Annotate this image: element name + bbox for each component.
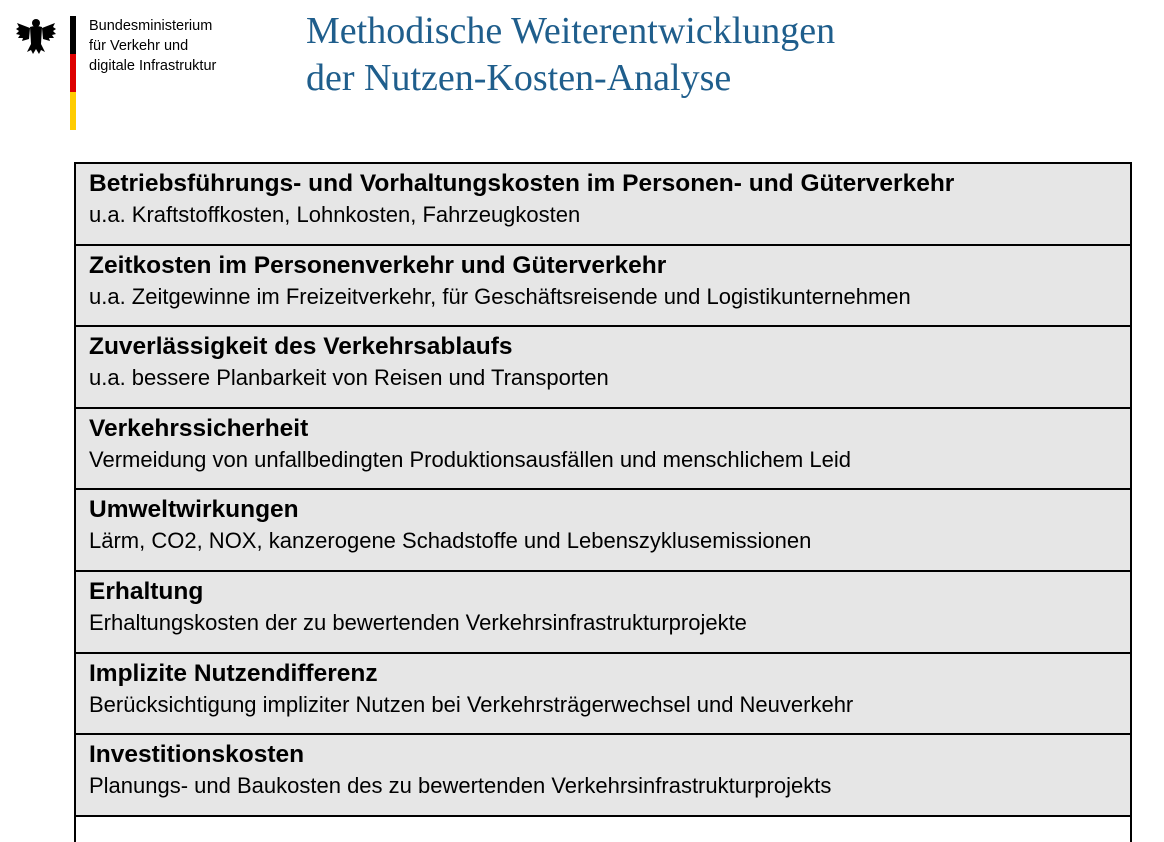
german-flag-bar xyxy=(70,16,76,130)
table-row xyxy=(76,490,1130,572)
category-title: Investitionskosten xyxy=(89,741,305,769)
title-line: Methodische Weiterentwicklungen xyxy=(306,10,836,52)
category-description: Berücksichtigung impliziter Nutzen bei Verkehrsträgerwechsel und Neuverkehr xyxy=(89,691,854,717)
table-row xyxy=(76,572,1130,654)
category-title: Erhaltung xyxy=(89,577,204,605)
category-table xyxy=(74,162,1132,842)
flag-stripe-red xyxy=(70,54,76,92)
ministry-name xyxy=(89,16,216,76)
category-description: u.a. bessere Planbarkeit von Reisen und Transporten xyxy=(89,365,609,391)
category-description: u.a. Kraftstoffkosten, Lohnkosten, Fahrzeugkosten xyxy=(89,202,581,227)
category-description: Lärm, CO2, NOX, kanzerogene Schadstoffe und Lebenszyklusemissionen xyxy=(89,528,812,554)
table-row xyxy=(76,246,1130,328)
title-line: der Nutzen-Kosten-Analyse xyxy=(306,57,732,99)
ministry-line: Bundesministerium xyxy=(89,18,213,34)
category-description: Erhaltungskosten der zu bewertenden Verkehrsinfrastrukturprojekte xyxy=(89,609,747,635)
flag-stripe-gold xyxy=(70,92,76,130)
table-row xyxy=(76,164,1130,246)
table-row xyxy=(76,409,1130,491)
category-title: Umweltwirkungen xyxy=(89,496,299,524)
table-row xyxy=(76,654,1130,736)
flag-stripe-black xyxy=(70,16,76,54)
category-description: u.a. Zeitgewinne im Freizeitverkehr, für Geschäftsreisende und Logistikunternehmen xyxy=(89,283,911,309)
ministry-line: für Verkehr und xyxy=(89,38,189,54)
table-row xyxy=(76,735,1130,817)
category-description: Planungs- und Baukosten des zu bewertenden Verkehrsinfrastrukturprojekts xyxy=(89,773,832,799)
ministry-line: digitale Infrastruktur xyxy=(89,58,217,74)
page-title xyxy=(306,8,835,102)
category-title: Zuverlässigkeit des Verkehrsablaufs xyxy=(89,333,513,361)
category-title: Verkehrssicherheit xyxy=(89,414,309,442)
federal-eagle-icon xyxy=(14,14,58,58)
table-row xyxy=(76,327,1130,409)
category-title: Implizite Nutzendifferenz xyxy=(89,659,378,687)
category-description: Vermeidung von unfallbedingten Produktionsausfällen und menschlichem Leid xyxy=(89,446,851,472)
category-title: Zeitkosten im Personenverkehr und Güterverkehr xyxy=(89,251,667,279)
category-title: Betriebsführungs- und Vorhaltungskosten im Personen- und Güterverkehr xyxy=(89,170,955,197)
